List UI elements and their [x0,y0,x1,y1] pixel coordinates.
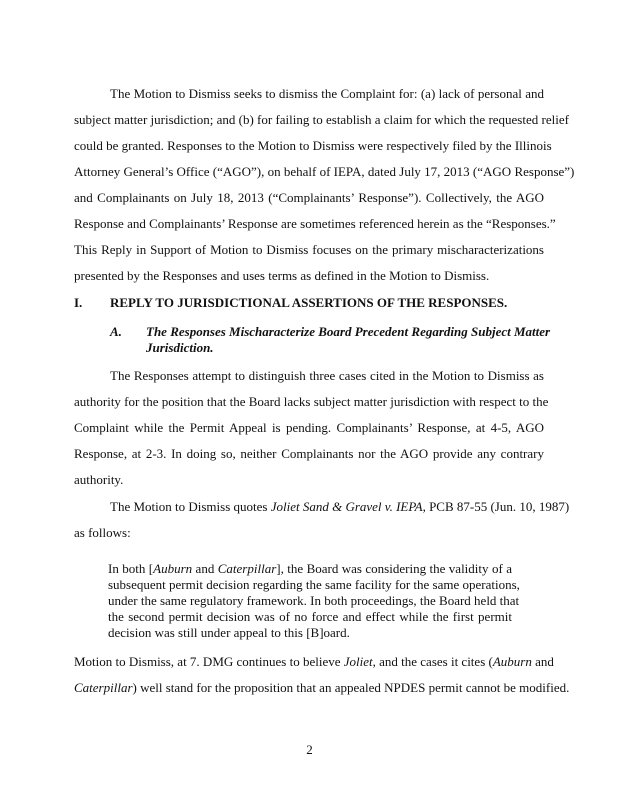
intro-line-7: This Reply in Support of Motion to Dismiss focuses on the primary mischaracterizations [74,242,544,257]
section-title: REPLY TO JURISDICTIONAL ASSERTIONS OF THE RESPONSES. [110,295,508,310]
blockquote-line-2: subsequent permit decision regarding the same facility for the same operations, [108,577,520,592]
para4-text: Motion to Dismiss, at 7. DMG continues to believe [74,654,344,669]
case-name-auburn-2: Auburn [492,654,532,669]
case-name-caterpillar: Caterpillar [217,561,277,576]
para2-line-2: authority for the position that the Board lacks subject matter jurisdiction with respect to the [74,394,549,409]
case-name-joliet-sand: Joliet Sand & Gravel v. IEPA [270,499,423,514]
intro-line-4: Attorney General’s Office (“AGO”), on behalf of IEPA, dated July 17, 2013 (“AGO Response”) [74,164,575,179]
para4-text: ) well stand for the proposition that an appealed NPDES permit cannot be modified. [132,680,570,695]
page-number: 2 [306,742,313,757]
para3-line-1 [110,499,570,515]
subsection-heading [110,324,551,340]
para3-line-2: as follows: [74,525,131,540]
para2-line-3: Complaint while the Permit Appeal is pending. Complainants’ Response, at 4-5, AGO [74,420,544,435]
intro-line-3: could be granted. Responses to the Motion to Dismiss were respectively filed by the Illinois [74,138,552,153]
blockquote-line-3: under the same regulatory framework. In both proceedings, the Board held that [108,593,520,608]
para3-prefix: The Motion to Dismiss quotes [110,499,271,514]
para4-line-2 [74,680,570,696]
subsection-title-line-2: Jurisdiction. [146,340,214,355]
para4-text: and [531,654,554,669]
subsection-title-line-1: The Responses Mischaracterize Board Precedent Regarding Subject Matter [146,324,551,339]
para4-line-1 [74,654,554,670]
case-name-auburn: Auburn [153,561,193,576]
bq-text: and [192,561,218,576]
case-name-caterpillar-2: Caterpillar [74,680,133,695]
para4-text: , and the cases it cites ( [372,654,493,669]
intro-line-2: subject matter jurisdiction; and (b) for failing to establish a claim for which the requested relief [74,112,569,127]
bq-text: In both [ [108,561,154,576]
para3-suffix: , PCB 87-55 (Jun. 10, 1987) [422,499,570,514]
para2-line-4: Response, at 2-3. In doing so, neither Complainants nor the AGO provide any contrary [74,446,544,461]
para2-line-1: The Responses attempt to distinguish three cases cited in the Motion to Dismiss as [110,368,544,383]
intro-line-1: The Motion to Dismiss seeks to dismiss the Complaint for: (a) lack of personal and [110,86,544,101]
blockquote-line-4: the second permit decision was of no force and effect while the first permit [108,609,512,624]
blockquote-line-5: decision was still under appeal to this [B]oard. [108,625,350,640]
para2-line-5: authority. [74,472,124,487]
bq-text: ], the Board was considering the validity of a [276,561,512,576]
section-number: I. [74,295,83,310]
intro-line-8: presented by the Responses and uses terms as defined in the Motion to Dismiss. [74,268,490,283]
intro-line-5: and Complainants on July 18, 2013 (“Complainants’ Response”). Collectively, the AGO [74,190,544,205]
blockquote-line-1 [108,561,512,577]
section-heading [74,295,544,311]
case-name-joliet: Joliet [343,654,373,669]
subsection-letter: A. [110,324,122,339]
intro-line-6: Response and Complainants’ Response are sometimes referenced herein as the “Responses.” [74,216,556,231]
